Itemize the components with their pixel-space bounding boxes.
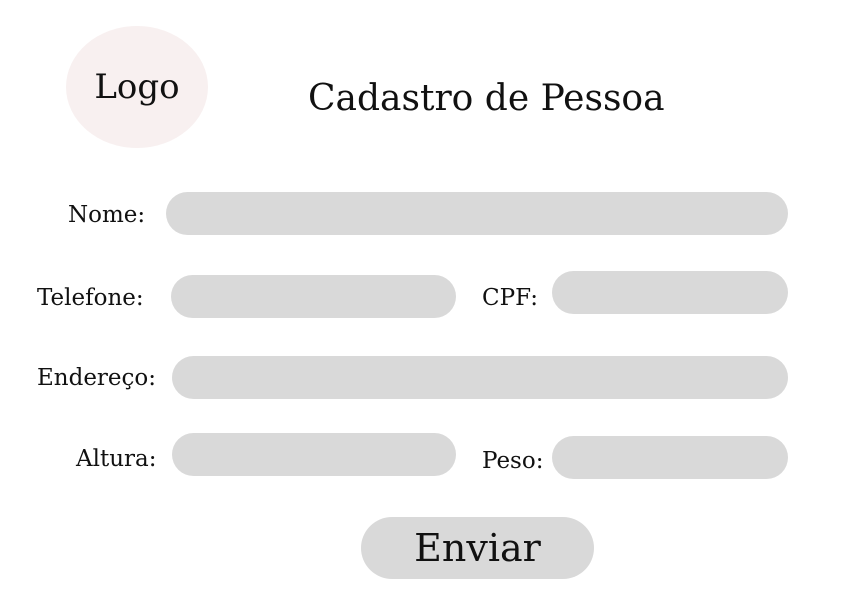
nome-label: Nome:	[68, 202, 146, 228]
endereco-input[interactable]	[172, 356, 788, 399]
cpf-input[interactable]	[552, 271, 788, 314]
cpf-label: CPF:	[482, 285, 538, 311]
logo	[66, 26, 208, 148]
endereco-label: Endereço:	[37, 365, 157, 391]
nome-input[interactable]	[166, 192, 788, 235]
peso-label: Peso:	[482, 448, 544, 474]
altura-label: Altura:	[76, 446, 157, 472]
altura-input[interactable]	[172, 433, 456, 476]
peso-input[interactable]	[552, 436, 788, 479]
page-title: Cadastro de Pessoa	[308, 78, 665, 119]
telefone-label: Telefone:	[37, 285, 144, 311]
logo-text: Logo	[94, 67, 180, 107]
enviar-button[interactable]: Enviar	[361, 517, 594, 579]
telefone-input[interactable]	[171, 275, 456, 318]
